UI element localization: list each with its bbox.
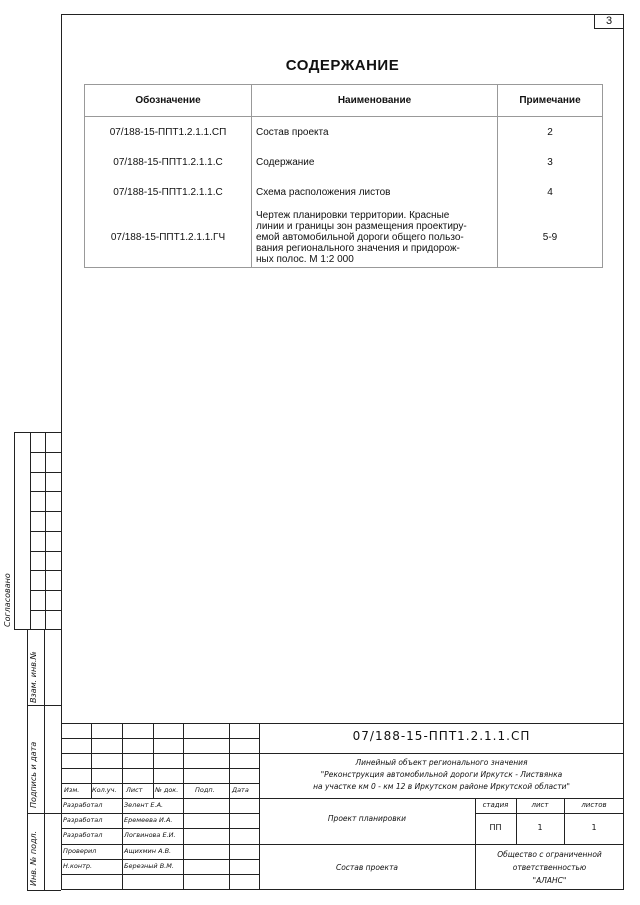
rev-header-sheet: Лист <box>126 786 143 794</box>
page-title: СОДЕРЖАНИЕ <box>285 57 400 74</box>
header-designation: Обозначение <box>85 85 252 117</box>
staff-name: Логвинова Е.И. <box>124 831 176 839</box>
row-name <box>252 207 498 268</box>
row-code: 07/188-15-ППТ1.2.1.1.С <box>85 177 252 207</box>
inv-replace-label: Взам. инв.№ <box>29 651 38 703</box>
project-name: Проект планировки <box>327 814 407 823</box>
object-line: Линейный объект регионального значения <box>355 758 528 767</box>
row-note: 5-9 <box>498 207 603 268</box>
stage-header: стадия <box>482 801 509 809</box>
row-name-line: емой автомобильной дороги общего пользо- <box>256 231 464 243</box>
sheets-header: листов <box>581 801 607 809</box>
table-row <box>85 147 603 177</box>
stage-value: ПП <box>489 823 502 832</box>
row-code: 07/188-15-ППТ1.2.1.1.ГЧ <box>85 207 252 268</box>
staff-name: Березный В.М. <box>124 862 174 870</box>
contents-table <box>84 84 603 268</box>
row-note: 2 <box>498 117 603 148</box>
staff-name: Ащихмин А.В. <box>124 847 172 855</box>
sheets-value: 1 <box>591 823 597 832</box>
org-line: ответственностью <box>512 863 587 872</box>
sheet-number: 3 <box>594 14 624 29</box>
rev-header-change: Изм. <box>64 786 80 794</box>
row-code: 07/188-15-ППТ1.2.1.1.СП <box>85 117 252 148</box>
document-code: 07/188-15-ППТ1.2.1.1.СП <box>352 729 531 743</box>
table-row <box>85 207 603 268</box>
row-name-line: ных полос. М 1:2 000 <box>256 253 354 265</box>
table-row <box>85 177 603 207</box>
agreed-label: Согласовано <box>3 573 12 627</box>
row-name: Состав проекта <box>252 117 498 148</box>
org-line: "АЛАНС" <box>532 876 567 885</box>
header-note: Примечание <box>498 85 603 117</box>
staff-role: Разработал <box>63 801 103 809</box>
row-name-line: вания регионального значения и придорож- <box>256 242 460 254</box>
staff-role: Н.контр. <box>63 862 93 870</box>
sheet-value: 1 <box>537 823 543 832</box>
organisation <box>475 848 624 887</box>
row-name-line: линии и границы зон размещения проектиру- <box>256 220 467 232</box>
row-note: 3 <box>498 147 603 177</box>
row-code: 07/188-15-ППТ1.2.1.1.С <box>85 147 252 177</box>
row-note: 4 <box>498 177 603 207</box>
row-name-line: Чертеж планировки территории. Красные <box>256 209 450 221</box>
staff-name: Еремеева И.А. <box>124 816 173 824</box>
document-name: Состав проекта <box>335 863 399 872</box>
object-line: на участке км 0 - км 12 в Иркутском районе Иркутской области" <box>313 782 570 791</box>
staff-name: Зелент Е.А. <box>124 801 164 809</box>
table-header-row <box>85 85 603 117</box>
header-name: Наименование <box>252 85 498 117</box>
staff-role: Проверил <box>63 847 97 855</box>
inv-orig-label: Инв. № подл. <box>29 830 38 886</box>
sign-date-label: Подпись и дата <box>29 741 38 808</box>
rev-header-count: Кол.уч. <box>92 786 117 794</box>
object-description <box>259 757 624 793</box>
table-row <box>85 117 603 148</box>
staff-role: Разработал <box>63 816 103 824</box>
staff-role: Разработал <box>63 831 103 839</box>
rev-header-doc: № док. <box>155 786 179 794</box>
rev-header-date: Дата <box>232 786 249 794</box>
row-name: Содержание <box>252 147 498 177</box>
sheet-header: лист <box>531 801 549 809</box>
org-line: Общество с ограниченной <box>497 850 602 859</box>
row-name: Схема расположения листов <box>252 177 498 207</box>
rev-header-sign: Подп. <box>195 786 215 794</box>
object-line: "Реконструкция автомобильной дороги Иркутск - Листвянка <box>320 770 563 779</box>
